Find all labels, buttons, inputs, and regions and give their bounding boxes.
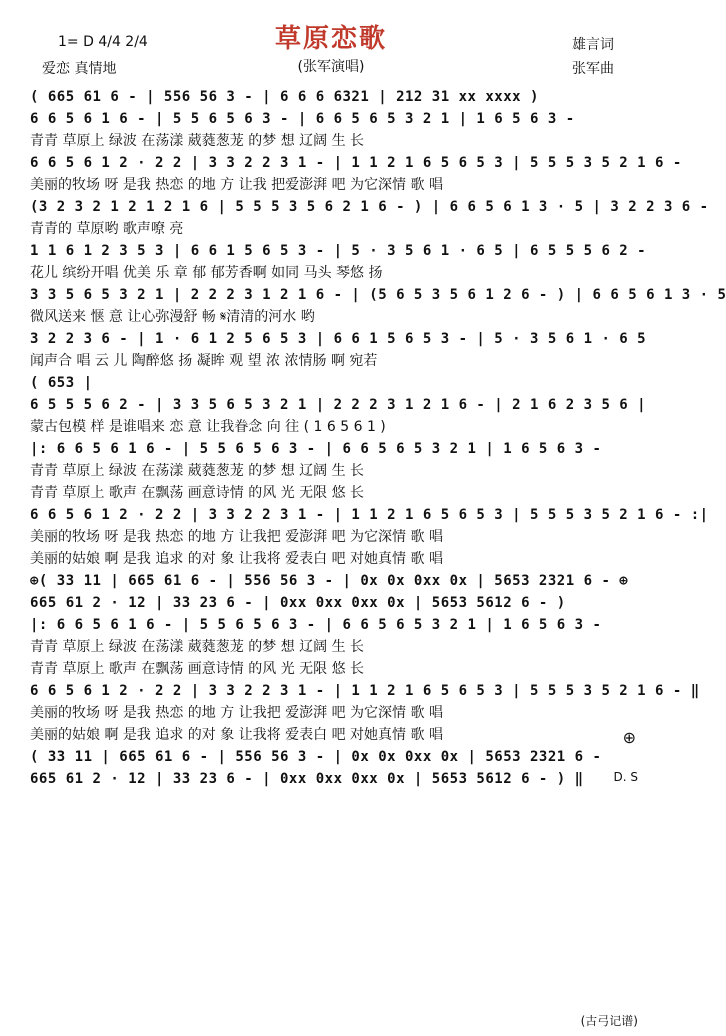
lyrics-line: 美丽的姑娘 啊 是我 追求 的对 象 让我将 爱表白 吧 对她真情 歌 唱 — [30, 551, 443, 567]
notation-body — [30, 86, 726, 790]
notation-line: 3 2 2 3 6 - | 1 · 6 1 2 5 6 5 3 | 6 6 1 5 6 5 3 - | 5 · 3 5 6 1 · 6 5 — [30, 331, 647, 347]
song-title: 草原恋歌 — [274, 24, 387, 54]
notation-line: ( 665 61 6 - | 556 56 3 - | 6 6 6 6321 | 212 31 xx xxxx ) — [30, 89, 539, 105]
lyrics-line: 青青 草原上 绿波 在荡漾 葳蕤葱茏 的梦 想 辽阔 生 长 — [30, 133, 365, 149]
lyrics-line: 美丽的姑娘 啊 是我 追求 的对 象 让我将 爱表白 吧 对她真情 歌 唱 — [30, 727, 443, 743]
notation-line: ⊕( 33 11 | 665 61 6 - | 556 56 3 - | 0x 0x 0xx 0x | 5653 2321 6 - ⊕ — [30, 573, 629, 589]
notation-line: (3 2 3 2 1 2 1 2 1 6 | 5 5 5 3 5 6 2 1 6 - ) | 6 6 5 6 1 3 · 5 | 3 2 2 3 6 - — [30, 199, 709, 215]
lyrics-line: 美丽的牧场 呀 是我 热恋 的地 方 让我 把爱澎湃 吧 为它深情 歌 唱 — [30, 177, 443, 193]
notation-line: 1 1 6 1 2 3 5 3 | 6 6 1 5 6 5 3 - | 5 · 3 5 6 1 · 6 5 | 6 5 5 5 6 2 - — [30, 243, 647, 259]
notation-line: ( 653 | — [30, 375, 93, 391]
notation-line: 6 6 5 6 1 2 · 2 2 | 3 3 2 2 3 1 - | 1 1 2 1 6 5 6 5 3 | 5 5 5 3 5 2 1 6 - — [30, 155, 682, 171]
lyrics-line: 青青 草原上 歌声 在飘荡 画意诗情 的风 光 无限 悠 长 — [30, 485, 365, 501]
lyrics-line: 美丽的牧场 呀 是我 热恋 的地 方 让我把 爱澎湃 吧 为它深情 歌 唱 — [30, 705, 443, 721]
notation-line: 6 5 5 5 6 2 - | 3 3 5 6 5 3 2 1 | 2 2 2 3 1 2 1 6 - | 2 1 6 2 3 5 6 | — [30, 397, 647, 413]
key-signature: 1= D 4/4 2/4 — [58, 34, 148, 50]
lyricist-credit: 雄言词 — [572, 37, 614, 53]
notation-line: |: 6 6 5 6 1 6 - | 5 5 6 5 6 3 - | 6 6 5 6 5 3 2 1 | 1 6 5 6 3 - — [30, 617, 602, 633]
score-header — [0, 0, 662, 84]
transcriber-credit: (古弓记谱) — [580, 1014, 638, 1028]
notation-line: 665 61 2 · 12 | 33 23 6 - | 0xx 0xx 0xx 0x | 5653 5612 6 - ) ‖ — [30, 771, 584, 787]
performer-note: (张军演唱) — [297, 59, 365, 75]
lyrics-line: 青青 草原上 歌声 在飘荡 画意诗情 的风 光 无限 悠 长 — [30, 661, 365, 677]
lyrics-line: 花儿 缤纷开唱 优美 乐 章 郁 郁芳香啊 如同 马头 琴悠 扬 — [30, 265, 383, 281]
composer-credit: 张军曲 — [572, 61, 614, 77]
expression-mark: 爱恋 真情地 — [42, 61, 117, 77]
notation-line: ( 33 11 | 665 61 6 - | 556 56 3 - | 0x 0x 0xx 0x | 5653 2321 6 - — [30, 749, 602, 765]
lyrics-line: 青青 草原上 绿波 在荡漾 葳蕤葱茏 的梦 想 辽阔 生 长 — [30, 639, 365, 655]
notation-line: 6 6 5 6 1 6 - | 5 5 6 5 6 3 - | 6 6 5 6 5 3 2 1 | 1 6 5 6 3 - — [30, 111, 575, 127]
lyrics-line: 美丽的牧场 呀 是我 热恋 的地 方 让我把 爱澎湃 吧 为它深情 歌 唱 — [30, 529, 443, 545]
dal-segno-mark: D. S — [613, 770, 638, 784]
lyrics-line: 闻声合 唱 云 儿 陶醉悠 扬 凝眸 观 望 浓 浓情肠 啊 宛若 — [30, 353, 378, 369]
lyrics-line: 微风送来 惬 意 让心弥漫舒 畅 𝄋清清的河水 哟 — [30, 309, 315, 325]
notation-line: 6 6 5 6 1 2 · 2 2 | 3 3 2 2 3 1 - | 1 1 2 1 6 5 6 5 3 | 5 5 5 3 5 2 1 6 - :| — [30, 507, 709, 523]
notation-line: |: 6 6 5 6 1 6 - | 5 5 6 5 6 3 - | 6 6 5 6 5 3 2 1 | 1 6 5 6 3 - — [30, 441, 602, 457]
lyrics-line: 青青 草原上 绿波 在荡漾 葳蕤葱茏 的梦 想 辽阔 生 长 — [30, 463, 365, 479]
notation-line: 665 61 2 · 12 | 33 23 6 - | 0xx 0xx 0xx 0x | 5653 5612 6 - ) — [30, 595, 566, 611]
notation-line: 6 6 5 6 1 2 · 2 2 | 3 3 2 2 3 1 - | 1 1 2 1 6 5 6 5 3 | 5 5 5 3 5 2 1 6 - ‖ — [30, 683, 700, 699]
notation-line: 3 3 5 6 5 3 2 1 | 2 2 2 3 1 2 1 6 - | (5 6 5 3 5 6 1 2 6 - ) | 6 6 5 6 1 3 · 5 — [30, 287, 726, 303]
lyrics-line: 蒙古包模 样 是谁唱来 恋 意 让我眷念 向 往 ( 1 6 5 6 1 ) — [30, 419, 386, 435]
coda-sign: ⊕ — [622, 728, 636, 747]
lyrics-line: 青青的 草原哟 歌声嘹 亮 — [30, 221, 184, 237]
